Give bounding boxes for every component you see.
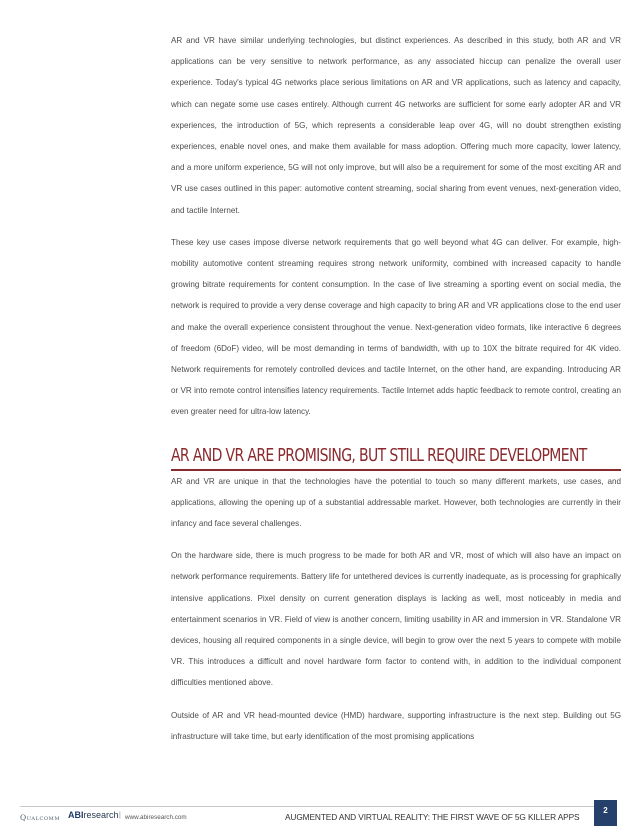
abi-research-logo [68,810,119,820]
section-heading: AR AND VR ARE PROMISING, BUT STILL REQUIRE DEVELOPMENT [171,445,587,466]
abi-logo-rest: research [83,810,119,820]
document-title: AUGMENTED AND VIRTUAL REALITY: THE FIRST WAVE OF 5G KILLER APPS [285,812,580,822]
paragraph-hardware: On the hardware side, there is much progress to be made for both AR and VR, most of which will also have an impact on network performance requirements. Battery life for untethered devices is currently inadequate, as is processing for graphically intensive applications. Pixel density on current generation displays is lacking as well, most noticeably in media and entertainment scenarios in VR. Field of view is another concern, limiting usability in AR and immersion in VR. Standalone VR devices, housing all required components in a single device, will begin to grow over the next 5 years to compete with mobile VR. This introduces a difficult and novel hardware form factor to contend with, in addition to the individual component difficulties mentioned above. [171,551,621,688]
abi-logo-bold: ABI [68,810,84,820]
page-footer [0,806,638,826]
footer-divider [20,806,617,807]
footer-separator: | [119,812,121,819]
page-content [171,30,621,747]
website-link[interactable]: www.abiresearch.com [125,813,187,821]
paragraph-infrastructure: Outside of AR and VR head-mounted device (HMD) hardware, supporting infrastructure is the next step. Building out 5G infrastructure will take time, but early identification of the most promising applications [171,710,621,741]
page-number-badge: 2 [594,800,617,826]
qualcomm-logo: Qualcomm [20,813,61,822]
paragraph-markets: AR and VR are unique in that the technologies have the potential to touch so many different markets, use cases, and applications, allowing the opening up of a substantial addressable market. However, both technologies are currently in their infancy and face several challenges. [171,476,621,529]
paragraph-use-cases: These key use cases impose diverse network requirements that go well beyond what 4G can deliver. For example, high-mobility automotive content streaming requires strong network uniformity, combined with increased capacity to handle growing bitrate requirements for content consumption. In the case of live streaming a sporting event on social media, the network is required to provide a very dense coverage and high capacity to bring AR and VR applications close to the end user and make the overall experience consistent throughout the venue. Next-generation video formats, like interactive 6 degrees of freedom (6DoF) video, will be most demanding in terms of bandwidth, with up to 10X the bitrate required for 4K video. Network requirements for remotely controlled devices and tactile Internet, on the other hand, are expanding. Introducing AR or VR into remote control intensifies latency requirements. Tactile Internet adds haptic feedback to remote control, creating an even greater need for ultra-low latency. [171,237,621,417]
paragraph-intro: AR and VR have similar underlying technologies, but distinct experiences. As described in this study, both AR and VR applications can be very sensitive to network performance, as any associated hiccup can penalize the overall user experience. Today's typical 4G networks place serious limitations on AR and VR applications, such as latency and capacity, which can negate some use cases entirely. Although current 4G networks are sufficient for some early adopter AR and VR experiences, the introduction of 5G, which represents a considerable leap over 4G, will no doubt strengthen existing experiences, enable novel ones, and make them available for mass adoption. Offering much more capacity, lower latency, and a more uniform experience, 5G will not only improve, but will also be a requirement for some of the most exciting AR and VR use cases outlined in this paper: automotive content streaming, social sharing from event venues, next-generation video, and tactile Internet. [171,36,621,215]
